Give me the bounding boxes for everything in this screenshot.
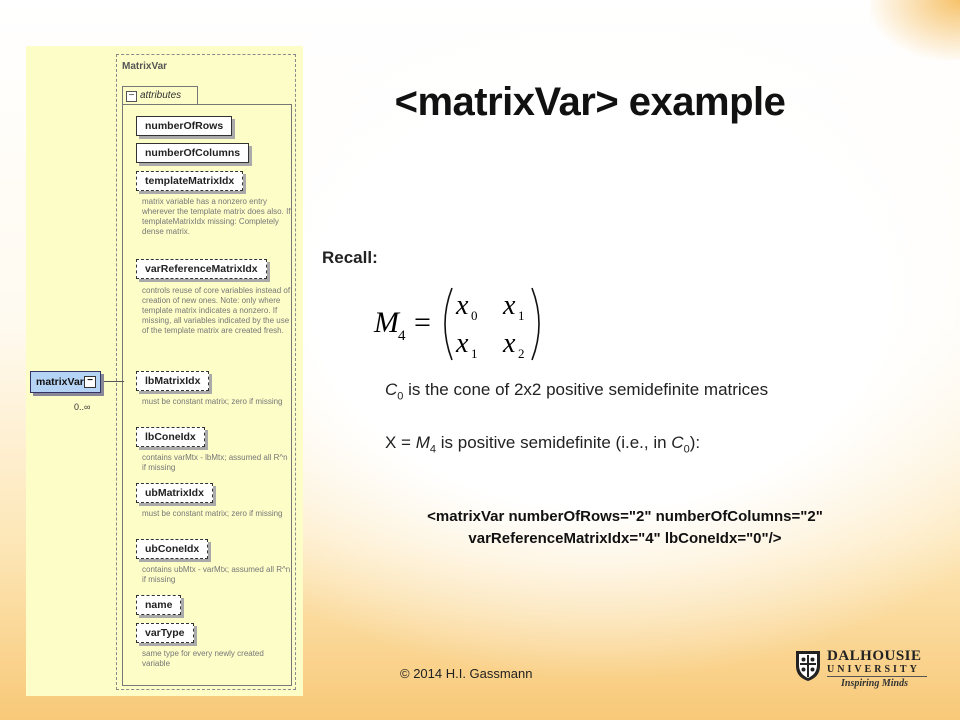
formula-lhs: M: [374, 306, 399, 339]
logo-line-2: UNIVERSITY: [827, 664, 920, 675]
cone-sub: 0: [397, 390, 404, 403]
slide-title: <matrixVar> example: [394, 80, 786, 124]
attr-node[interactable]: templateMatrixIdx: [136, 171, 243, 191]
logo-line-1: DALHOUSIE: [827, 648, 922, 664]
attributes-label: attributes: [140, 90, 182, 101]
logo-divider: [827, 676, 927, 677]
collapse-icon[interactable]: −: [126, 91, 137, 102]
attr-node[interactable]: lbConeIdx: [136, 427, 205, 447]
recall-label: Recall:: [322, 248, 378, 267]
attr-node[interactable]: varType: [136, 623, 194, 643]
xml-line-1: <matrixVar numberOfRows="2" numberOfColumns="2": [427, 508, 823, 525]
cell-11-sub: 2: [518, 346, 525, 361]
right-paren: [532, 288, 539, 360]
attr-desc: controls reuse of core variables instead of creation of new ones. Note: only where template matrix indicates a nonzero. If missing, all variables indicated by the use of the template matrix are created fresh.: [142, 286, 291, 335]
formula-lhs-sub: 4: [398, 328, 406, 344]
psd-c-sub: 0: [683, 443, 690, 456]
formula-eq: =: [414, 306, 431, 339]
attr-node[interactable]: numberOfRows: [136, 116, 232, 136]
psd-mid: is positive semidefinite (i.e., in: [436, 433, 672, 452]
attr-desc: matrix variable has a nonzero entry wherever the template matrix does also. If templateMatrixIdx missing: Completely dense matrix.: [142, 197, 291, 236]
psd-m-sub: 4: [429, 443, 437, 456]
cell-11: x: [503, 328, 516, 359]
cell-01: x: [503, 290, 516, 321]
copyright-footer: © 2014 H.I. Gassmann: [400, 666, 533, 681]
matrix-formula: [368, 282, 548, 367]
cell-00: x: [456, 290, 469, 321]
element-label: matrixVar: [36, 376, 84, 388]
cell-01-sub: 1: [518, 308, 525, 323]
attr-node[interactable]: varReferenceMatrixIdx: [136, 259, 267, 279]
attr-node[interactable]: ubConeIdx: [136, 539, 208, 559]
attr-desc: contains varMtx - lbMtx; assumed all R^n if missing: [142, 453, 288, 472]
matrixvar-element[interactable]: [30, 371, 101, 393]
type-label: MatrixVar: [122, 61, 168, 72]
psd-statement: [385, 433, 700, 455]
cardinality: 0..∞: [74, 402, 91, 412]
crest-icon: [795, 650, 821, 682]
psd-post: ):: [689, 433, 701, 452]
logo-tagline: Inspiring Minds: [841, 678, 908, 689]
cone-text: is the cone of 2x2 positive semidefinite matrices: [403, 380, 769, 399]
xml-example: [360, 506, 890, 550]
attr-node[interactable]: name: [136, 595, 181, 615]
connector-line: [104, 381, 124, 382]
attr-node[interactable]: ubMatrixIdx: [136, 483, 213, 503]
cone-definition: [385, 380, 768, 402]
collapse-icon[interactable]: −: [84, 376, 96, 388]
attr-desc: same type for every newly created variable: [142, 649, 264, 668]
attr-node[interactable]: lbMatrixIdx: [136, 371, 209, 391]
cell-00-sub: 0: [471, 308, 478, 323]
cone-symbol: C: [385, 380, 398, 399]
university-logo: [795, 648, 930, 694]
corner-accent: [870, 0, 960, 60]
attr-node[interactable]: numberOfColumns: [136, 143, 249, 163]
attr-desc: must be constant matrix; zero if missing: [142, 509, 283, 518]
left-paren: [445, 288, 452, 360]
psd-pre: X =: [385, 433, 416, 452]
psd-m: M: [415, 433, 430, 452]
attr-desc: must be constant matrix; zero if missing: [142, 397, 283, 406]
xml-line-2: varReferenceMatrixIdx="4" lbConeIdx="0"/>: [468, 530, 782, 547]
attributes-tab[interactable]: [122, 86, 198, 105]
cell-10: x: [456, 328, 469, 359]
attr-desc: contains ubMtx - varMtx; assumed all R^n if missing: [142, 565, 291, 584]
schema-diagram: [26, 46, 303, 696]
psd-c: C: [671, 433, 684, 452]
cell-10-sub: 1: [471, 346, 478, 361]
